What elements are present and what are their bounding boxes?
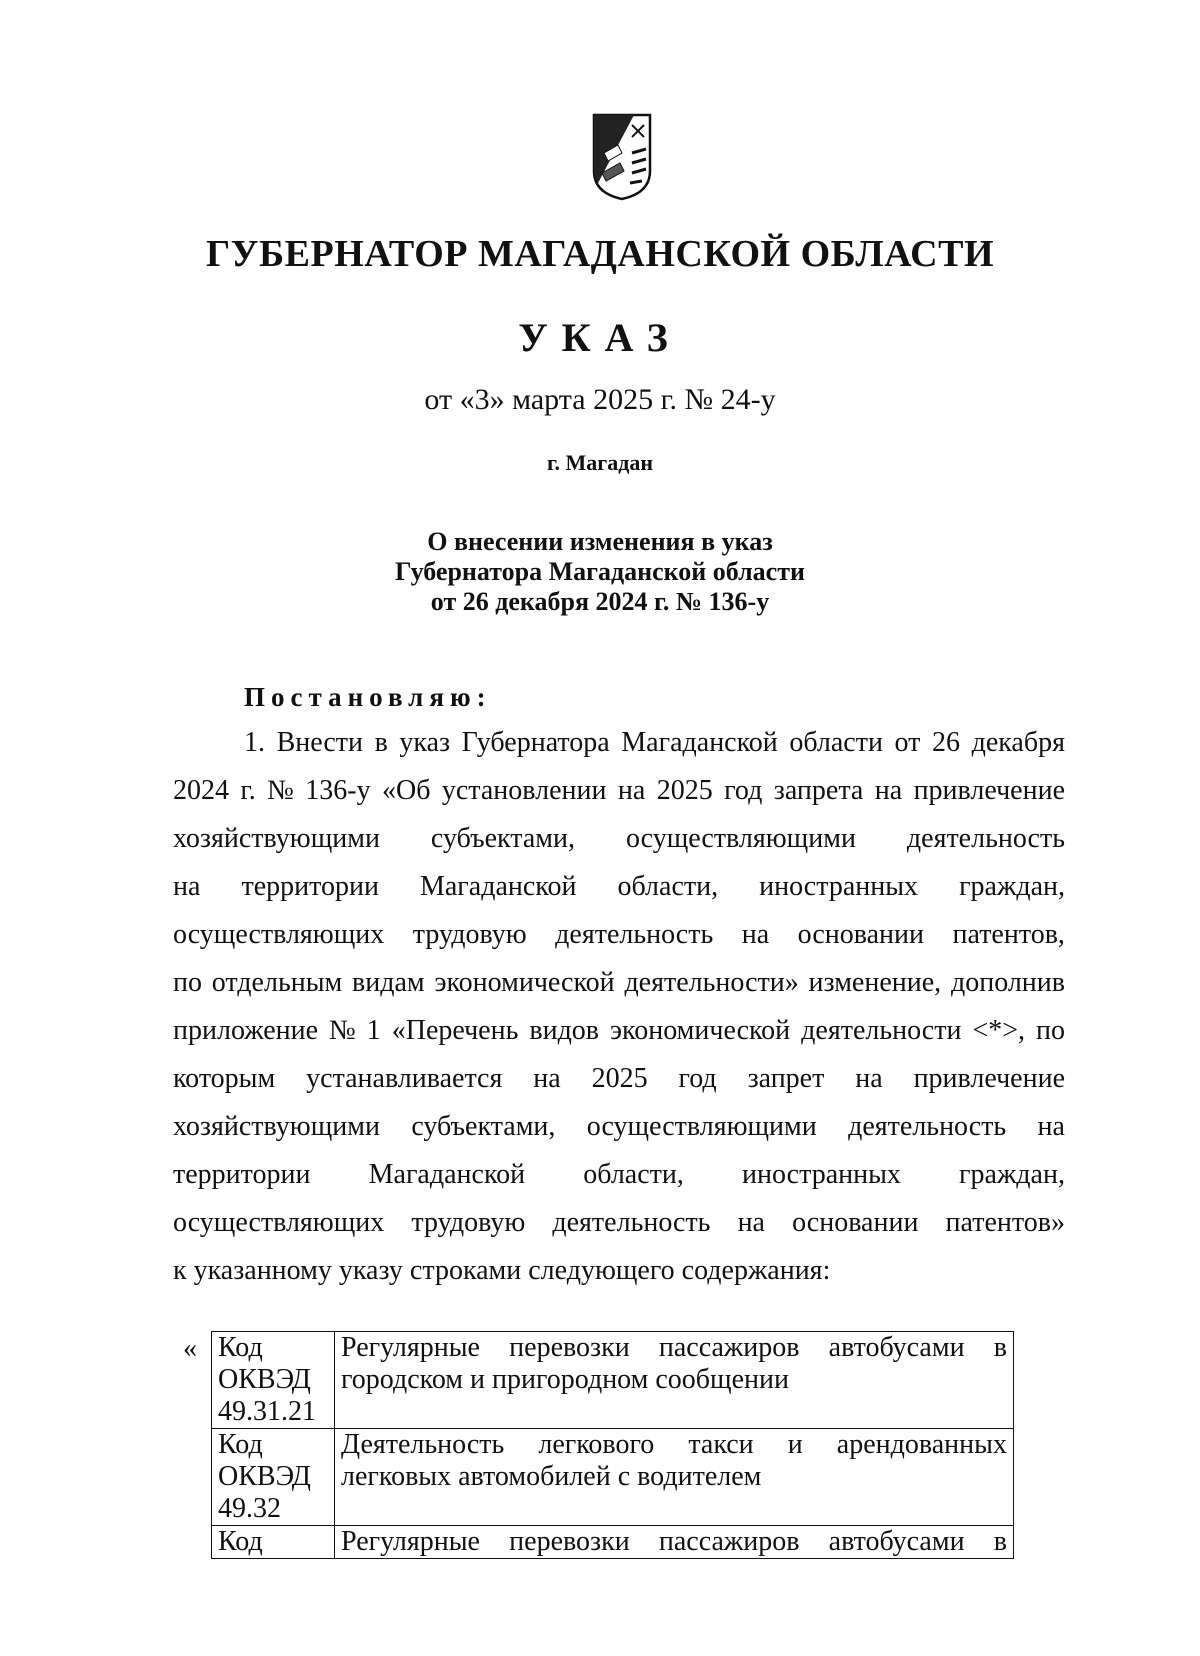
description-word: легковых автомобилей с водителем [341,1461,762,1492]
description-word: перевозки [509,1526,630,1557]
body-word: хозяйствующими [173,1111,380,1142]
body-word: патентов, [952,919,1065,950]
preamble-decree-word: Постановляю: [244,682,492,712]
subject-line: от 26 декабря 2024 г. № 136-у [430,587,770,616]
body-word: на [1037,1111,1065,1142]
body-word: по [1036,1015,1065,1046]
okved-description-cell [335,1332,1014,1429]
description-word: в [993,1332,1007,1363]
body-word: на [737,1207,765,1238]
description-word: в [993,1526,1007,1557]
body-word: «Перечень [391,1015,519,1046]
body-word: территории [241,871,379,902]
body-word: на [874,775,903,806]
okved-table-row [212,1526,1014,1559]
okved-code-line: 49.31.21 [218,1396,316,1427]
subject-line: Губернатора Магаданской области [395,557,805,586]
description-word: Деятельность [341,1429,505,1460]
body-word: видов [529,1015,600,1046]
okved-description-line [341,1461,1007,1493]
okved-description-line [341,1429,1007,1461]
description-word: Регулярные [341,1526,480,1557]
body-word: Магаданской [368,1159,526,1190]
description-word: легкового [538,1429,655,1460]
description-word: пассажиров [658,1526,800,1557]
body-word: экономической [610,1015,791,1046]
description-word: перевозки [509,1332,630,1363]
body-word: изменение, [808,967,942,998]
decree-subject [0,527,1200,617]
body-word: основании [797,919,924,950]
body-word: от [894,727,921,758]
body-text-line [173,959,1065,1007]
body-word: 136-у [305,775,371,806]
body-word: трудовую [411,1207,526,1238]
body-word: иностранных [742,1159,901,1190]
body-text-line [173,863,1065,911]
decree-body-paragraph [173,719,1065,1295]
body-word: установлении [441,775,607,806]
body-word: на [617,775,646,806]
body-word: г. [240,775,256,806]
decree-date-number: от «3» марта 2025 г. № 24-у [424,383,776,416]
okved-code-cell [212,1332,335,1429]
okved-code-line: Код [218,1526,263,1557]
okved-description-line [341,1364,1007,1396]
body-word: осуществляющих [173,1207,385,1238]
okved-code-line: 49.32 [218,1493,281,1524]
body-word: к указанному указу строками следующего содержания: [173,1255,831,1286]
body-word: отдельным [211,967,343,998]
okved-table [211,1331,1014,1559]
body-word: области, [617,871,719,902]
okved-code-line: Код [218,1429,263,1460]
okved-code-cell [212,1429,335,1526]
subject-line: О внесении изменения в указ [427,527,773,556]
description-word: пассажиров [658,1332,800,1363]
okved-description-cell [335,1429,1014,1526]
body-text-line [173,911,1065,959]
body-word: год [678,1063,717,1094]
body-text-line [173,1007,1065,1055]
description-word: арендованных [836,1429,1007,1460]
description-word: Регулярные [341,1332,480,1363]
description-word: городском и пригородном сообщении [341,1364,789,1395]
body-word: на [173,871,201,902]
okved-description-line [341,1332,1007,1364]
body-word: которым [173,1063,276,1094]
body-word: Магаданской [419,871,577,902]
body-word: устанавливается [306,1063,503,1094]
body-word: осуществляющих [173,919,385,950]
body-word: деятельность [552,1207,711,1238]
okved-table-row [212,1429,1014,1526]
body-word: в [374,727,388,758]
body-word: № [267,775,294,806]
okved-code-cell [212,1526,335,1559]
description-word: такси [688,1429,754,1460]
opening-quote-mark: « [183,1333,197,1364]
body-word: 1 [366,1015,381,1046]
body-text-line [173,1103,1065,1151]
body-word: приложение [173,1015,319,1046]
body-word: 2025 [656,775,713,806]
body-word: области [789,727,883,758]
body-word: трудовую [412,919,527,950]
body-word: патентов» [945,1207,1065,1238]
body-text-line [173,1247,1065,1295]
body-word: № [329,1015,356,1046]
body-word: основании [792,1207,919,1238]
okved-code-line: Код [218,1332,263,1363]
body-word: привлечение [913,1063,1065,1094]
body-word: деятельность [848,1111,1007,1142]
body-text-line [173,767,1065,815]
body-word: видам [352,967,425,998]
body-word: 2025 [591,1063,648,1094]
body-word: привлечение [913,775,1065,806]
body-word: области, [583,1159,684,1190]
body-word: на [741,919,770,950]
body-text-line [173,1055,1065,1103]
body-word: осуществляющими [586,1111,817,1142]
body-word: «Об [382,775,431,806]
body-text-line [173,1151,1065,1199]
body-word: запрета [773,775,864,806]
body-word: 2024 [173,775,229,806]
decree-type-heading: УКАЗ [518,315,682,360]
body-word: территории [173,1159,311,1190]
body-word: деятельность [906,823,1065,854]
body-word: на [533,1063,561,1094]
body-word: деятельности» [624,967,799,998]
body-word: граждан, [959,1159,1065,1190]
coat-of-arms-emblem [592,113,652,201]
body-word: экономической [434,967,615,998]
body-word: дополнив [950,967,1065,998]
body-text-line [173,719,1065,767]
body-word: 26 [932,727,960,758]
body-word: Губернатора [461,727,610,758]
body-text-line [173,1199,1065,1247]
body-word: деятельность [555,919,714,950]
body-word: иностранных [759,871,919,902]
okved-code-line: ОКВЭД [218,1461,311,1492]
body-word: указ [399,727,451,758]
okved-table-row [212,1332,1014,1429]
description-word: и [787,1429,803,1460]
body-text-line [173,815,1065,863]
body-word: год [724,775,763,806]
body-word: субъектами, [411,1111,556,1142]
governor-title: ГУБЕРНАТОР МАГАДАНСКОЙ ОБЛАСТИ [205,233,995,275]
okved-code-line: ОКВЭД [218,1364,311,1395]
body-word: Магаданской [621,727,778,758]
okved-description-line [341,1526,1007,1558]
okved-description-cell [335,1526,1014,1559]
description-word: автобусами [828,1332,965,1363]
body-word: запрет [747,1063,825,1094]
body-word: граждан, [959,871,1065,902]
body-word: декабря [971,727,1065,758]
body-word: осуществляющими [625,823,856,854]
body-word: субъектами, [430,823,575,854]
decree-city: г. Магадан [546,450,654,475]
body-word: по [173,967,202,998]
body-word: деятельности [801,1015,962,1046]
description-word: автобусами [828,1526,965,1557]
body-word: хозяйствующими [173,823,380,854]
body-word: Внести [276,727,364,758]
body-word: 1. [244,727,265,758]
body-word: на [855,1063,883,1094]
body-word: <*>, [972,1015,1026,1046]
